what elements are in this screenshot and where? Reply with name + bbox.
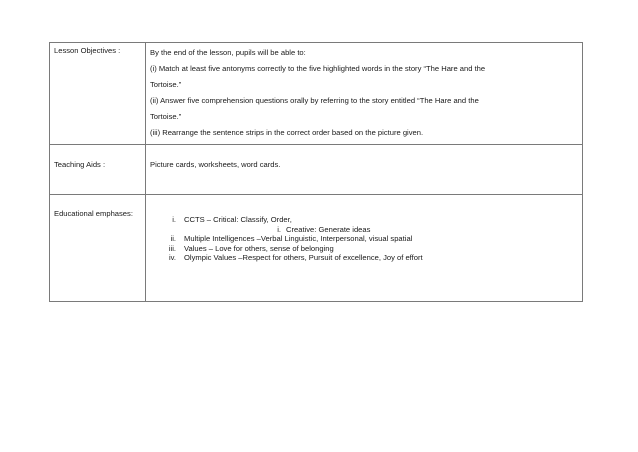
objectives-intro: By the end of the lesson, pupils will be able to: [150, 48, 306, 57]
teaching-aids-row [50, 145, 583, 195]
teaching-aids-text: Picture cards, worksheets, word cards. [150, 160, 281, 169]
teaching-aids-label: Teaching Aids : [54, 160, 106, 169]
teaching-aids-content-cell [146, 145, 583, 195]
list-item [150, 234, 578, 244]
objective-3: (iii) Rearrange the sentence strips in the correct order based on the picture given. [150, 128, 424, 137]
lesson-objectives-label-cell [50, 43, 146, 145]
list-item-text: Multiple Intelligences –Verbal Linguistic, Interpersonal, visual spatial [184, 234, 413, 244]
list-item-number: iv. [168, 253, 176, 263]
sub-list-item [150, 225, 578, 235]
sub-list-item-number: i. [277, 224, 281, 234]
list-item-number: iii. [168, 243, 176, 253]
educational-emphases-label: Educational emphases: [54, 209, 133, 218]
list-item-text: Olympic Values –Respect for others, Pursuit of excellence, Joy of effort [184, 253, 423, 263]
sub-list-item-text: Creative: Generate ideas [286, 224, 371, 234]
list-item [150, 244, 578, 254]
list-item [150, 215, 578, 225]
lesson-objectives-label: Lesson Objectives : [54, 46, 121, 55]
list-item-text: Values – Love for others, sense of belonging [184, 243, 334, 253]
lesson-objectives-content-cell [146, 43, 583, 145]
list-item-text: CCTS – Critical: Classify, Order, [184, 215, 292, 224]
lesson-plan-table [49, 42, 583, 302]
teaching-aids-label-cell [50, 145, 146, 195]
list-item [150, 253, 578, 263]
list-item-number: ii. [170, 234, 176, 244]
emphases-list [150, 215, 578, 263]
objective-2-line-2: Tortoise.” [150, 112, 182, 121]
educational-emphases-row [50, 195, 583, 302]
objective-1-line-1: (i) Match at least five antonyms correctly to the five highlighted words in the story “The Hare and the [150, 64, 486, 73]
objective-2-line-1: (ii) Answer five comprehension questions orally by referring to the story entitled “The Hare and the [150, 96, 479, 105]
educational-emphases-content-cell [146, 195, 583, 302]
lesson-objectives-row [50, 43, 583, 145]
educational-emphases-label-cell [50, 195, 146, 302]
objective-1-line-2: Tortoise.” [150, 80, 182, 89]
list-item-number: i. [172, 215, 176, 224]
